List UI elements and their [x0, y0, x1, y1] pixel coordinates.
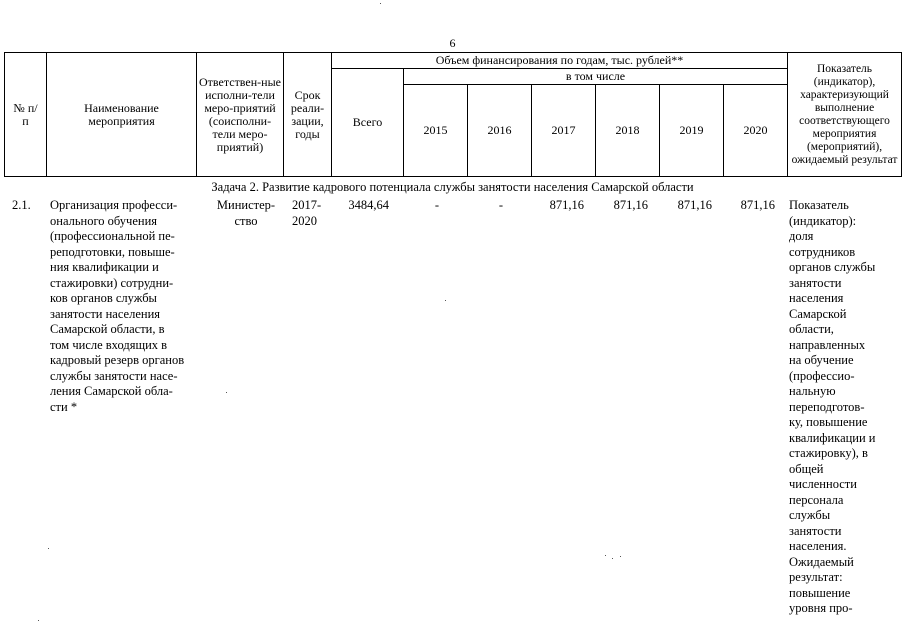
row-total: 3484,64 [348, 198, 389, 212]
header-year-2016: 2016 [468, 85, 532, 177]
header-year-2019: 2019 [660, 85, 724, 177]
row-year-2016: - [498, 198, 504, 212]
header-year-2020: 2020 [724, 85, 788, 177]
scan-speck [445, 300, 446, 301]
header-responsible: Ответствен-ные исполни-тели меро-приятий (соисполни-тели меро-приятий) [197, 53, 284, 177]
header-total: Всего [332, 69, 404, 177]
row-year-2018: 871,16 [613, 198, 648, 212]
row-year-2017: 871,16 [549, 198, 584, 212]
row-year-2020: 871,16 [740, 198, 775, 212]
scan-speck [612, 558, 613, 559]
header-year-2017: 2017 [532, 85, 596, 177]
scan-speck [48, 548, 49, 549]
row-year-2019: 871,16 [677, 198, 712, 212]
header-including: в том числе [404, 69, 788, 85]
header-table [4, 52, 902, 177]
header-term: Срок реали-зации, годы [284, 53, 332, 177]
row-indicator: Показатель (индикатор): доля сотрудников органов службы занятости населения Самарской области, направленных на обучение (профессио- нальную переподготов- ку, повышение квалификации и стажировку), в общей численности персонала службы занятости населения. Ожидаемый результат: повышение уровня про- [789, 198, 876, 615]
scan-speck [380, 3, 381, 4]
row-term: 2017- 2020 [292, 198, 322, 228]
scan-speck [226, 392, 227, 393]
task-title: Задача 2. Развитие кадрового потенциала службы занятости населения Самарской области [211, 180, 694, 194]
row-year-2015: - [434, 198, 440, 212]
scan-speck [38, 620, 39, 621]
header-funding: Объем финансирования по годам, тыс. рублей** [332, 53, 788, 69]
scan-speck [605, 555, 606, 556]
header-num: № п/п [5, 53, 47, 177]
header-name: Наименование мероприятия [47, 53, 197, 177]
row-name: Организация професси- онального обучения (профессиональной пе- реподготовки, повыше- ния квалификации и стажировки) сотрудни- ков органов службы занятости населения Самарской области, в том числе входящих в кадровый резерв органов службы занятости насе- ления Самарской обла- сти * [50, 198, 185, 414]
row-responsible: Министер- ство [216, 198, 276, 228]
header-indicator: Показатель (индикатор), характеризующий выполнение соответствующего мероприятия (мероприятий), ожидаемый результат [788, 53, 902, 177]
page-number: 6 [449, 36, 456, 50]
row-number: 2.1. [12, 198, 31, 212]
header-year-2018: 2018 [596, 85, 660, 177]
header-year-2015: 2015 [404, 85, 468, 177]
scan-speck [620, 556, 621, 557]
